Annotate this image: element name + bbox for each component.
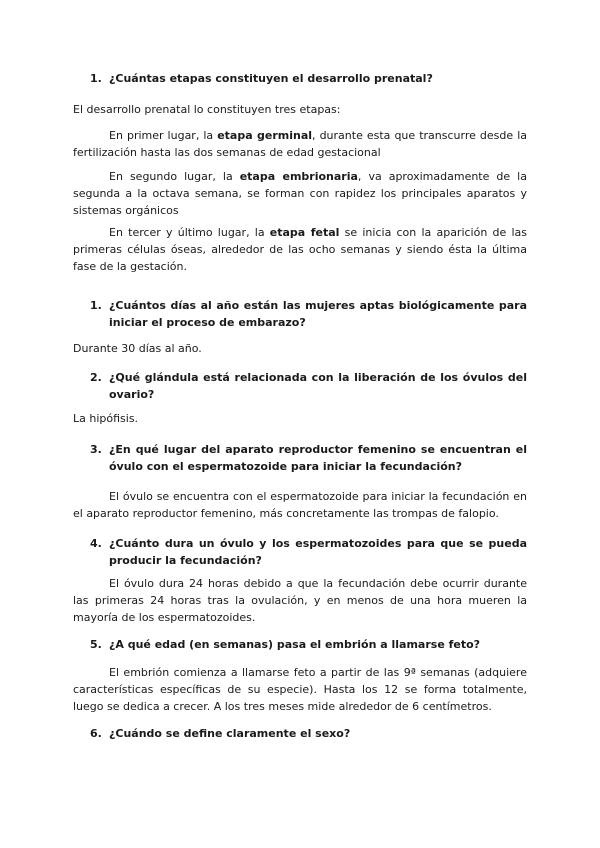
question-heading (90, 725, 527, 742)
question-text: ¿Cuánto dura un óvulo y los espermatozoides para que se pueda producir la fecundación? (109, 537, 527, 567)
stage-fetal-paragraph (73, 224, 527, 275)
stage-embrionaria-paragraph (73, 168, 527, 219)
question-text: ¿Cuándo se define claramente el sexo? (109, 727, 351, 740)
stage-germinal-paragraph (73, 127, 527, 161)
question-number: 5. (90, 638, 102, 651)
stage-text-after: se inicia con la aparición de las primeras células óseas, alrededor de las ocho semanas y siendo ésta la última fase de la gestación. (73, 226, 528, 273)
question-heading (90, 441, 527, 475)
intro-paragraph: El desarrollo prenatal lo constituyen tres etapas: (73, 103, 341, 116)
question-number: 2. (90, 371, 102, 384)
question-heading (90, 369, 527, 403)
question-text: ¿Cuántos días al año están las mujeres aptas biológicamente para iniciar el proceso de embarazo? (109, 299, 527, 329)
question-number: 1. (90, 299, 102, 312)
question-number: 3. (90, 443, 102, 456)
question-text: ¿A qué edad (en semanas) pasa el embrión a llamarse feto? (109, 638, 481, 651)
question-heading-stages (90, 70, 527, 87)
question-heading (90, 535, 527, 569)
question-text: ¿Qué glándula está relacionada con la liberación de los óvulos del ovario? (109, 371, 527, 401)
stage-term: etapa germinal (217, 129, 313, 142)
stage-text-before: En primer lugar, la (109, 129, 218, 142)
stage-term: etapa embrionaria (239, 170, 358, 183)
answer-paragraph: El óvulo se encuentra con el espermatozoide para iniciar la fecundación en el aparato reproductor femenino, más concretamente las trompas de falopio. (73, 490, 527, 520)
stage-text-before: En tercer y último lugar, la (109, 226, 270, 239)
answer-paragraph: El óvulo dura 24 horas debido a que la fecundación debe ocurrir durante las primeras 24 horas tras la ovulación, y en menos de una hora mueren la mayoría de los espermatozoides. (73, 577, 527, 624)
stage-text-after: , durante esta que transcurre desde la fertilización hasta las dos semanas de edad gestacional (73, 129, 527, 159)
stage-term: etapa fetal (269, 226, 340, 239)
answer-paragraph: La hipófisis. (73, 412, 139, 425)
question-number: 6. (90, 727, 102, 740)
question-heading (90, 636, 527, 653)
answer-paragraph: Durante 30 días al año. (73, 342, 202, 355)
answer-paragraph: El embrión comienza a llamarse feto a partir de las 9ª semanas (adquiere características específicas de su especie). Hasta los 12 se forma totalmente, luego se dedica a crecer. A los tres meses mide alrededor de 6 centímetros. (73, 666, 527, 713)
question-number: 1. (90, 72, 102, 85)
question-number: 4. (90, 537, 102, 550)
stage-text-after: , va aproximadamente de la segunda a la octava semana, se forman con rapidez los principales aparatos y sistemas orgánicos (73, 170, 527, 217)
question-heading (90, 297, 527, 331)
question-text: ¿Cuántas etapas constituyen el desarrollo prenatal? (109, 72, 433, 85)
question-text: ¿En qué lugar del aparato reproductor femenino se encuentran el óvulo con el espermatozoide para iniciar la fecundación? (109, 443, 527, 473)
stage-text-before: En segundo lugar, la (109, 170, 240, 183)
